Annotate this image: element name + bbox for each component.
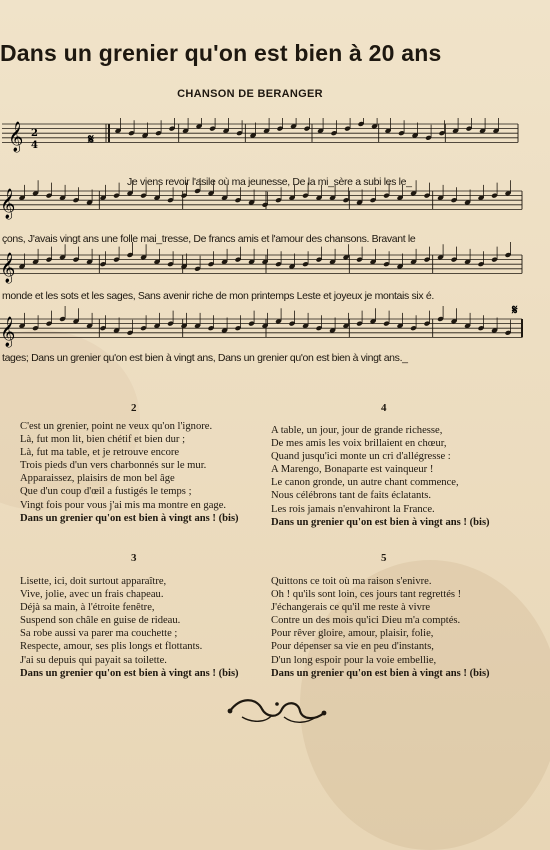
note-group	[19, 118, 522, 337]
verse-line: Pour dépenser sa vie en peu d'instants,	[271, 641, 434, 653]
verse-3	[20, 575, 239, 680]
verse-refrain: Dans un grenier qu'on est bien à vingt ans ! (bis)	[271, 667, 490, 679]
verse-line: Quittons ce toit où ma raison s'enivre.	[271, 576, 432, 587]
verse-line: Trois pieds d'un vers charbonnés sur le mur.	[20, 460, 207, 472]
verse-line: Vive, jolie, avec un frais chapeau.	[20, 589, 164, 601]
verse-line: Les rois jamais n'envahiront la France.	[271, 503, 435, 515]
verse-number: 5	[381, 552, 387, 564]
time-signature-top: 2	[31, 128, 38, 139]
verse-line: Nous célébrons tant de faits éclatants.	[271, 490, 432, 502]
verse-4	[271, 424, 490, 529]
time-signature-bottom: 4	[31, 140, 38, 151]
verse-line: Que d'un coup d'œil a fustigés le temps ;	[20, 486, 192, 498]
verse-line: D'un long espoir pour la voie embellie,	[271, 654, 437, 666]
verse-line: A table, un jour, jour de grande richesse,	[271, 425, 443, 436]
verse-5	[271, 575, 490, 680]
verse-line: Quand jusqu'ici monte un cri d'allégresse :	[271, 451, 451, 463]
lyric-line-2: çons, J'avais vingt ans une folle mai_tresse, De francs amis et l'amour des chansons. Bravant le	[2, 233, 416, 245]
verse-line: Pour rêver gloire, amour, plaisir, folie,	[271, 628, 434, 640]
verse-line: J'échangerais ce qu'il me reste à vivre	[271, 602, 431, 614]
verse-line: Respecte, amour, ses plis longs et flottants.	[20, 641, 203, 653]
lyric-line-1: Je viens revoir l'asile où ma jeunesse, De la mi_sère a subi les le_	[127, 176, 412, 188]
treble-clef-icon: 𝄞	[8, 122, 24, 152]
lyric-line-3: monde et les sots et les sages, Sans avenir riche de mon printemps Leste et joyeux je montais six é.	[2, 290, 434, 302]
verse-line: Apparaissez, plaisirs de mon bel âge	[20, 473, 175, 485]
verse-line: Là, fut mon lit, bien chétif et bien dur ;	[20, 434, 186, 446]
verse-line: Déjà sa main, à l'étroite fenêtre,	[20, 602, 155, 614]
verse-number: 2	[131, 402, 137, 414]
verse-line: De mes amis les voix brillaient en chœur,	[271, 438, 447, 450]
verse-line: Sa robe aussi va parer ma couchette ;	[20, 628, 178, 640]
treble-clef-icon: 𝄞	[0, 253, 16, 283]
song-title: Dans un grenier qu'on est bien à 20 ans	[0, 40, 442, 66]
verse-refrain: Dans un grenier qu'on est bien à vingt ans ! (bis)	[20, 512, 239, 524]
verse-line: Vingt fois pour vous j'ai mis ma montre en gage.	[20, 499, 227, 511]
ornament-icon	[222, 693, 332, 727]
verse-line: Oh ! qu'ils sont loin, ces jours tant regrettés !	[271, 589, 462, 601]
verse-line: Là, fut ma table, et je retrouve encore	[20, 447, 180, 459]
verse-refrain: Dans un grenier qu'on est bien à vingt ans ! (bis)	[20, 667, 239, 679]
verse-line: Lisette, ici, doit surtout apparaître,	[20, 576, 167, 587]
treble-clef-icon: 𝄞	[0, 189, 16, 219]
verse-line: Contre un des mois qu'ici Dieu m'a comptés.	[271, 615, 461, 627]
lyric-line-4: tages; Dans un grenier qu'on est bien à vingt ans, Dans un grenier qu'on est bien à vingt ans._	[2, 352, 408, 364]
verse-line: J'ai su depuis qui payait sa toilette.	[20, 654, 167, 666]
verse-line: A Marengo, Bonaparte est vainqueur !	[271, 464, 434, 476]
segno-icon: 𝄋	[88, 132, 95, 148]
verse-line: Le canon gronde, un autre chant commence,	[271, 477, 459, 489]
staff-lines	[0, 124, 522, 337]
verse-line: Suspend son châle en guise de rideau.	[20, 615, 181, 627]
treble-clef-icon: 𝄞	[0, 317, 16, 347]
segno-icon: 𝄋	[512, 303, 518, 318]
verse-line: C'est un grenier, point ne veux qu'on l'ignore.	[20, 421, 213, 432]
song-subtitle: CHANSON DE BERANGER	[177, 88, 323, 100]
verse-number: 3	[131, 552, 137, 564]
verse-refrain: Dans un grenier qu'on est bien à vingt ans ! (bis)	[271, 516, 490, 528]
verse-2	[20, 420, 239, 525]
verse-number: 4	[381, 402, 387, 414]
